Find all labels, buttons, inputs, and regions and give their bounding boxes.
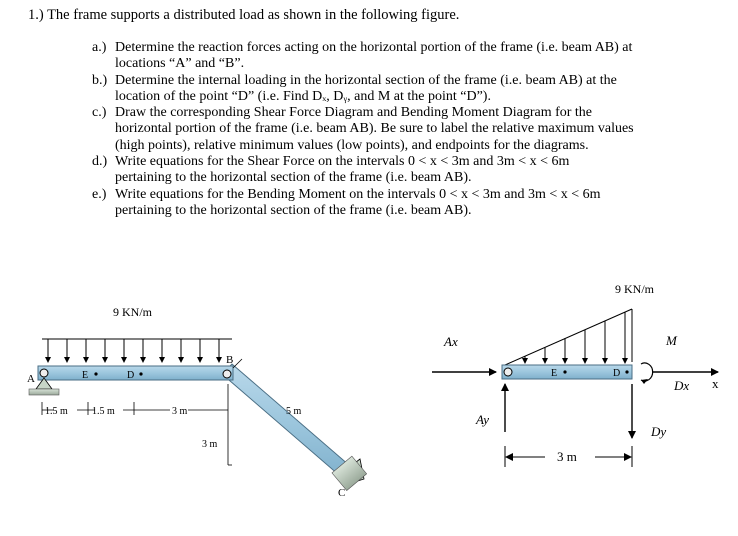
point-a-label: A bbox=[27, 373, 35, 385]
free-body-diagram bbox=[432, 282, 719, 467]
question-line: locations “A” and “B”. bbox=[115, 56, 245, 72]
x-axis-label: x bbox=[712, 376, 719, 391]
question-label: c.) bbox=[92, 105, 107, 121]
point-e-dot bbox=[94, 372, 97, 375]
dim-label-3: 3 m bbox=[172, 406, 188, 417]
question-line: pertaining to the horizontal section of the frame (i.e. beam AB). bbox=[115, 202, 472, 218]
question-line: location of the point “D” (i.e. Find Dₓ, Dᵧ, and M at the point “D”). bbox=[115, 88, 491, 104]
fbd-point-e-label: E bbox=[551, 368, 558, 379]
fbd-point-d-dot bbox=[625, 370, 628, 373]
dim-label-1: 1.5 m bbox=[45, 406, 68, 417]
fbd-load-arrows bbox=[525, 312, 625, 363]
fbd-pin-a-icon bbox=[504, 368, 512, 376]
dx-label: Dx bbox=[674, 378, 690, 393]
fbd-load-label: 9 KN/m bbox=[615, 282, 654, 296]
point-c-label: C bbox=[338, 487, 346, 499]
fbd-point-d-label: D bbox=[613, 368, 621, 379]
load-arrows bbox=[48, 339, 219, 362]
question-line: pertaining to the horizontal section of the frame (i.e. beam AB). bbox=[115, 170, 472, 186]
point-b-leader bbox=[233, 359, 242, 368]
triangular-load-line bbox=[505, 309, 632, 365]
question-label: b.) bbox=[92, 72, 108, 88]
point-e-label: E bbox=[82, 370, 89, 381]
dim-diagonal-label: 5 m bbox=[286, 406, 302, 417]
dim-label-2: 1.5 m bbox=[92, 406, 115, 417]
fbd-point-e-dot bbox=[563, 370, 566, 373]
question-line: Write equations for the Bending Moment on the intervals 0 < x < 3m and 3m < x < 6m bbox=[115, 186, 601, 202]
point-d-label: D bbox=[127, 370, 135, 381]
distributed-load-label: 9 KN/m bbox=[113, 305, 152, 319]
horizontal-beam-ab bbox=[38, 366, 233, 380]
problem-title: 1.) The frame supports a distributed load as shown in the following figure. bbox=[28, 7, 460, 23]
question-label: a.) bbox=[92, 40, 107, 55]
dy-label: Dy bbox=[651, 424, 667, 439]
question-line: Determine the internal loading in the horizontal section of the frame (i.e. beam AB) at the bbox=[115, 72, 617, 88]
diagonal-member-bc bbox=[222, 364, 357, 482]
question-label: e.) bbox=[92, 186, 107, 202]
ay-label: Ay bbox=[476, 412, 489, 427]
question-line: Draw the corresponding Shear Force Diagram and Bending Moment Diagram for the bbox=[115, 105, 593, 121]
question-label: d.) bbox=[92, 154, 108, 170]
ground-a bbox=[29, 389, 59, 395]
question-line: horizontal portion of the frame (i.e. beam AB). Be sure to label the relative maximum values bbox=[115, 121, 634, 137]
question-line: Write equations for the Shear Force on the intervals 0 < x < 3m and 3m < x < 6m bbox=[115, 154, 570, 170]
pin-a-icon bbox=[40, 369, 48, 377]
ax-label: Ax bbox=[444, 334, 458, 349]
question-line: (high points), relative minimum values (low points), and endpoints for the diagrams. bbox=[115, 137, 589, 153]
point-b-label: B bbox=[226, 354, 234, 366]
question-line: Determine the reaction forces acting on the horizontal portion of the frame (i.e. beam AB) at bbox=[115, 40, 633, 55]
moment-arc bbox=[641, 363, 653, 381]
fbd-dim-label: 3 m bbox=[557, 449, 577, 464]
point-d-dot bbox=[139, 372, 142, 375]
dim-vertical-label: 3 m bbox=[202, 439, 218, 450]
moment-label: M bbox=[666, 333, 677, 348]
frame-figure bbox=[27, 305, 367, 499]
pin-b-icon bbox=[223, 370, 231, 378]
moment-arrowhead bbox=[641, 379, 648, 384]
